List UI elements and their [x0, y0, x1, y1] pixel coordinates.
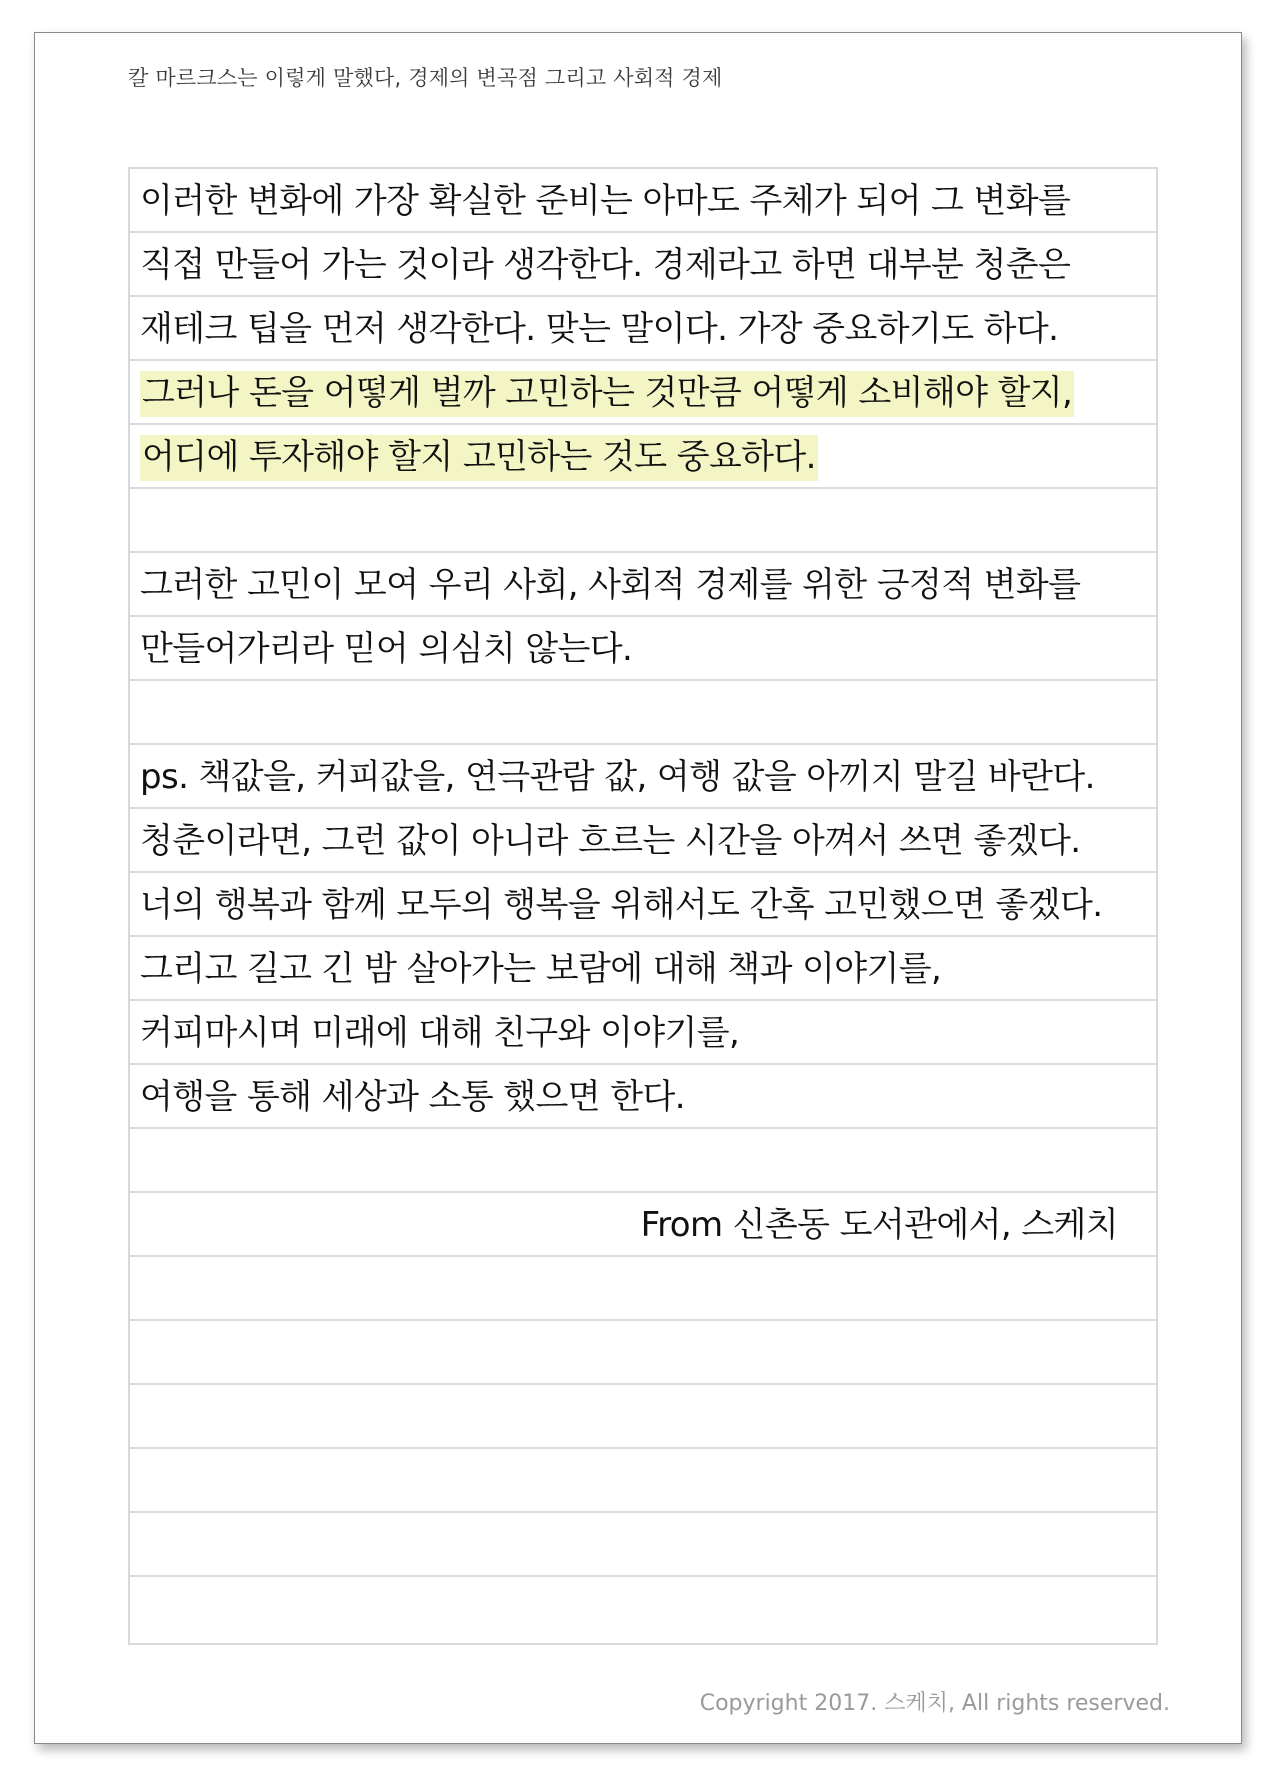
line-rule [130, 679, 1156, 681]
line-rule [130, 1191, 1156, 1193]
line-rule [130, 999, 1156, 1001]
body-line: 커피마시며 미래에 대해 친구와 이야기를, [140, 1013, 740, 1053]
line-rule [130, 1575, 1156, 1577]
line-rule [130, 359, 1156, 361]
body-line: 재테크 팁을 먼저 생각한다. 맞는 말이다. 가장 중요하기도 하다. [140, 309, 1059, 349]
lined-note-area [128, 167, 1158, 1645]
body-line: 그리고 길고 긴 밤 살아가는 보람에 대해 책과 이야기를, [140, 949, 942, 989]
body-line-highlighted [140, 435, 818, 479]
line-rule [130, 551, 1156, 553]
line-rule [130, 295, 1156, 297]
line-rule [130, 935, 1156, 937]
line-rule [130, 1255, 1156, 1257]
body-line: ps. 책값을, 커피값을, 연극관람 값, 여행 값을 아끼지 말길 바란다. [140, 757, 1095, 797]
line-rule [130, 1447, 1156, 1449]
body-line: 여행을 통해 세상과 소통 했으면 한다. [140, 1077, 685, 1117]
line-rule [130, 1063, 1156, 1065]
line-rule [130, 615, 1156, 617]
body-line: 만들어가리라 믿어 의심치 않는다. [140, 629, 633, 669]
body-line: 그러한 고민이 모여 우리 사회, 사회적 경제를 위한 긍정적 변화를 [140, 565, 1081, 605]
line-rule [130, 871, 1156, 873]
line-rule [130, 1127, 1156, 1129]
body-line: 청춘이라면, 그런 값이 아니라 흐르는 시간을 아껴서 쓰면 좋겠다. [140, 821, 1081, 861]
body-line: 너의 행복과 함께 모두의 행복을 위해서도 간혹 고민했으면 좋겠다. [140, 885, 1103, 925]
text-highlight: 그러나 돈을 어떻게 벌까 고민하는 것만큼 어떻게 소비해야 할지, [140, 371, 1074, 417]
line-rule [130, 1383, 1156, 1385]
line-rule [130, 1511, 1156, 1513]
line-rule [130, 487, 1156, 489]
line-rule [130, 743, 1156, 745]
text-highlight: 어디에 투자해야 할지 고민하는 것도 중요하다. [140, 435, 818, 481]
body-line-highlighted [140, 371, 1074, 415]
signature-line: From 신촌동 도서관에서, 스케치 [640, 1205, 1118, 1245]
body-line: 이러한 변화에 가장 확실한 준비는 아마도 주체가 되어 그 변화를 [140, 181, 1071, 221]
line-rule [130, 807, 1156, 809]
copyright-notice: Copyright 2017. 스케치, All rights reserved. [699, 1691, 1170, 1716]
running-header: 칼 마르크스는 이렇게 말했다, 경제의 변곡점 그리고 사회적 경제 [128, 66, 723, 90]
line-rule [130, 231, 1156, 233]
body-line: 직접 만들어 가는 것이라 생각한다. 경제라고 하면 대부분 청춘은 [140, 245, 1071, 285]
line-rule [130, 1319, 1156, 1321]
line-rule [130, 423, 1156, 425]
